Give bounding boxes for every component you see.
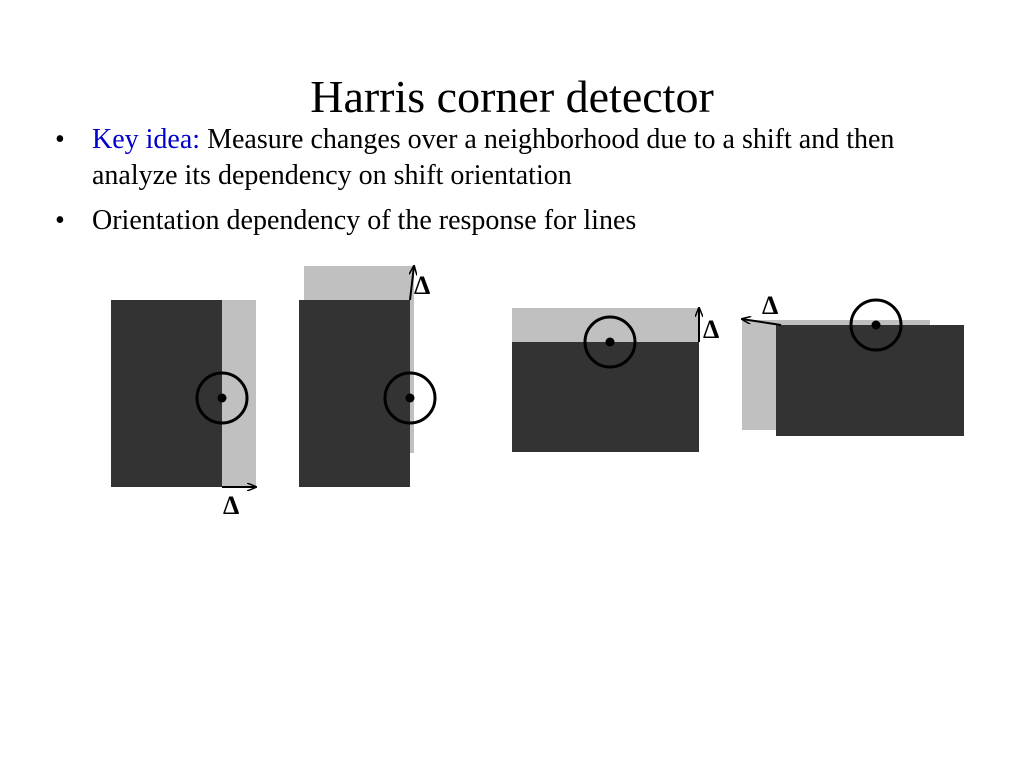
delta-label-panel-2: Δ: [414, 271, 431, 300]
delta-label-panel-4: Δ: [762, 291, 779, 320]
dark-region: [776, 325, 964, 436]
dark-region: [299, 300, 410, 487]
panel-horizontal-edge-diagonal-shift: [742, 300, 964, 436]
dark-region: [111, 300, 222, 487]
key-idea-label: Key idea:: [92, 124, 201, 155]
delta-label-panel-3: Δ: [703, 315, 720, 344]
orientation-text: Orientation dependency of the response for lines: [92, 205, 637, 236]
panel-horizontal-edge-vertical-shift: [512, 308, 699, 452]
key-idea-text: Measure changes over a neighborhood due to a shift and then analyze its dependency on shift orientation: [92, 124, 895, 191]
window-center-dot: [218, 394, 227, 403]
window-center-dot: [872, 321, 881, 330]
bullet-marker: •: [55, 124, 65, 155]
window-center-dot: [606, 338, 615, 347]
window-center-dot: [406, 394, 415, 403]
bullet-marker: •: [55, 205, 65, 236]
dark-region: [512, 342, 699, 452]
slide-title: Harris corner detector: [310, 70, 714, 122]
panel-vertical-edge-horizontal-shift: [111, 300, 256, 487]
delta-label-panel-1: Δ: [223, 491, 240, 520]
